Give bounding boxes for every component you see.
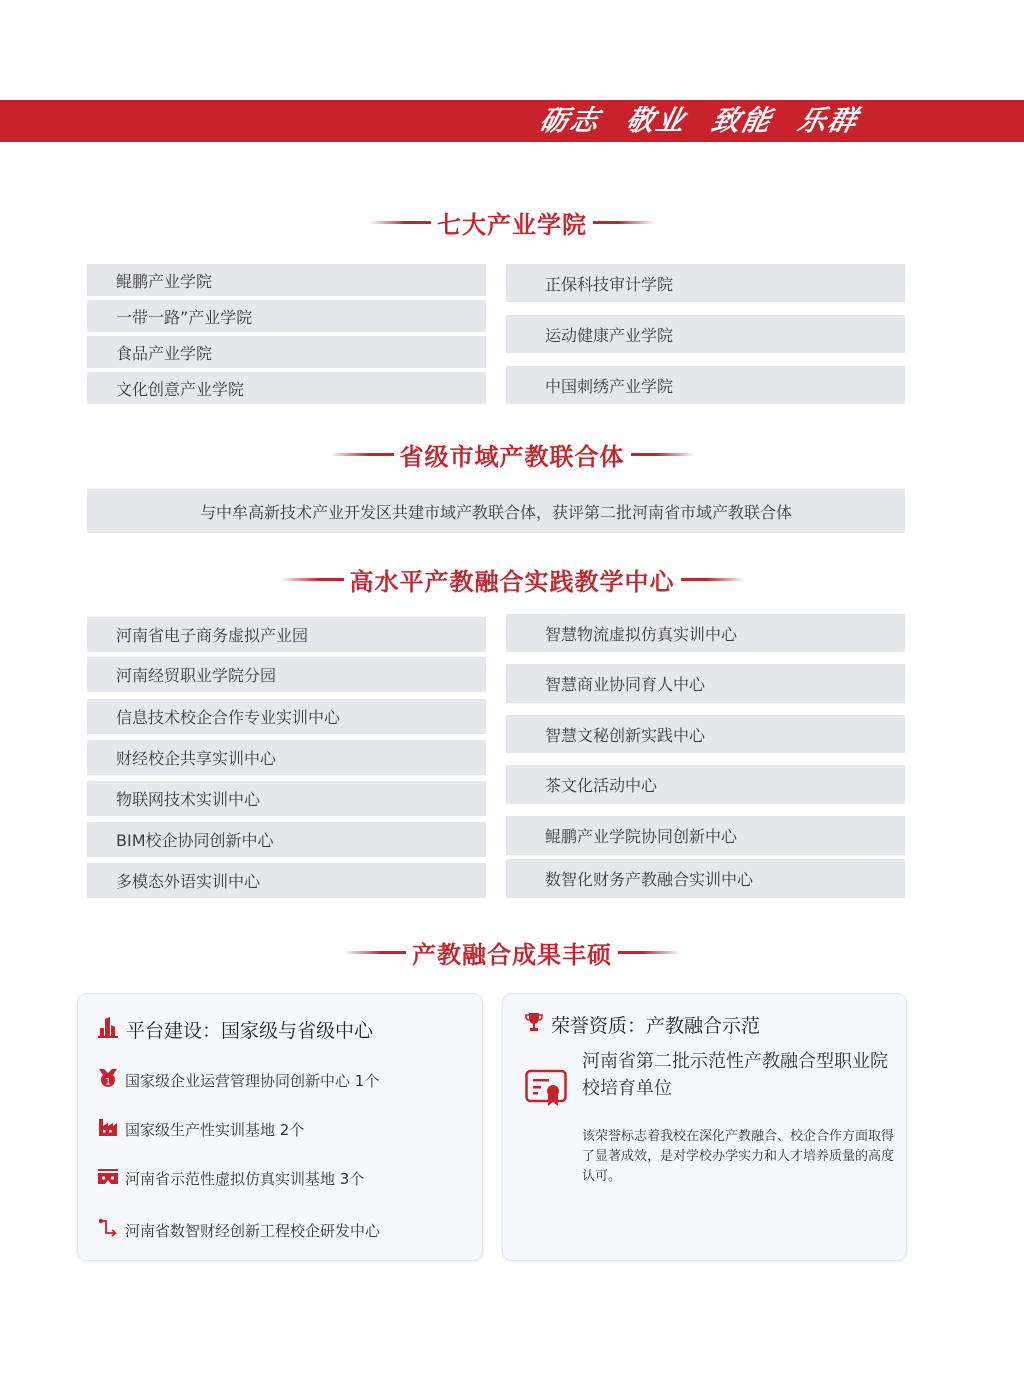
section-title-centers [0, 562, 1024, 597]
center-item [87, 822, 486, 857]
title-line-left [344, 951, 406, 954]
center-name: 智慧物流虚拟仿真实训中心 [545, 624, 738, 644]
title-line-right [631, 453, 695, 456]
vr-headset-icon [98, 1169, 118, 1189]
honor-card-title: 荣誉资质：产教融合示范 [551, 1015, 761, 1037]
center-name: 智慧商业协同育人中心 [545, 675, 706, 694]
banner-motto [536, 102, 888, 140]
factory-icon [98, 1118, 118, 1140]
center-item [506, 715, 905, 753]
title-line-left [280, 578, 344, 581]
center-name: 河南省电子商务虚拟产业园 [116, 626, 309, 645]
center-item [87, 781, 486, 816]
center-item [87, 657, 486, 692]
route-arrow-icon [98, 1218, 118, 1242]
consortium-box [87, 489, 905, 533]
trophy-icon [525, 1012, 543, 1037]
certificate-icon [525, 1068, 567, 1112]
honor-award-name: 河南省第二批示范性产教融合型职业院校培育单位 [582, 1051, 888, 1099]
title-line-right [681, 578, 745, 581]
motto-word: 敬业 [622, 104, 690, 137]
consortium-text: 与中牟高新技术产业开发区共建市域产教联合体，获评第二批河南省市域产教联合体 [199, 502, 792, 522]
center-name: 财经校企共享实训中心 [116, 749, 277, 768]
college-name: 鲲鹏产业学院 [116, 271, 213, 291]
motto-word: 砺志 [536, 104, 604, 137]
svg-text:1: 1 [105, 1077, 111, 1088]
top-banner [0, 100, 1024, 142]
title-line-right [593, 221, 655, 224]
college-name: 正保科技审计学院 [545, 274, 674, 294]
center-item [87, 863, 486, 898]
motto-word: 致能 [708, 104, 776, 137]
platform-item-text: 河南省示范性虚拟仿真实训基地 3个 [125, 1170, 365, 1188]
section-title-achievements [0, 935, 1024, 970]
motto-word: 乐群 [794, 104, 862, 137]
building-icon [98, 1016, 118, 1043]
college-item [87, 372, 486, 404]
platform-card-title: 平台建设：国家级与省级中心 [126, 1020, 374, 1042]
center-item [506, 765, 905, 804]
honor-card [502, 993, 907, 1261]
center-item [506, 614, 905, 652]
college-item [87, 336, 486, 368]
center-item [87, 617, 486, 652]
section-heading: 七大产业学院 [437, 211, 587, 239]
title-line-left [369, 221, 431, 224]
college-item [506, 315, 905, 353]
platform-item [98, 1168, 364, 1189]
college-item [506, 366, 905, 404]
platform-item [98, 1218, 380, 1242]
title-line-left [330, 453, 394, 456]
section-title-consortium [0, 437, 1024, 472]
center-name: BIM校企协同创新中心 [116, 831, 274, 850]
college-item [87, 264, 486, 296]
medal-icon [98, 1068, 118, 1092]
honor-description: 该荣誉标志着我校在深化产教融合、校企合作方面取得了显著成效，是对学校办学实力和人才培养质量的高度认可。 [582, 1129, 895, 1184]
center-name: 河南经贸职业学院分园 [116, 666, 277, 685]
section-heading: 省级市域产教联合体 [399, 443, 625, 471]
college-name: 中国刺绣产业学院 [545, 376, 674, 396]
platform-card-header [98, 1016, 373, 1043]
center-name: 数智化财务产教融合实训中心 [545, 870, 754, 889]
college-item [87, 300, 486, 332]
section-title-colleges [0, 205, 1024, 240]
platform-item-text: 国家级生产性实训基地 2个 [125, 1120, 305, 1139]
center-name: 智慧文秘创新实践中心 [545, 725, 706, 745]
college-name: 文化创意产业学院 [116, 379, 245, 399]
college-item [506, 264, 905, 302]
platform-item-text: 河南省数智财经创新工程校企研发中心 [125, 1221, 381, 1240]
center-item [506, 859, 905, 898]
center-item [506, 816, 905, 855]
center-name: 茶文化活动中心 [545, 776, 658, 795]
honor-card-header [525, 1011, 760, 1038]
platform-item [98, 1118, 304, 1140]
center-name: 鲲鹏产业学院协同创新中心 [545, 827, 738, 846]
center-item [506, 664, 905, 703]
section-heading: 高水平产教融合实践教学中心 [349, 568, 675, 596]
college-name: 一带一路”产业学院 [116, 307, 253, 327]
section-heading: 产教融合成果丰硕 [412, 941, 612, 969]
platform-item [98, 1068, 379, 1092]
platform-card [77, 993, 483, 1261]
center-name: 多模态外语实训中心 [116, 872, 261, 891]
title-line-right [618, 951, 680, 954]
center-name: 物联网技术实训中心 [116, 790, 261, 809]
college-name: 食品产业学院 [116, 343, 213, 363]
center-name: 信息技术校企合作专业实训中心 [116, 708, 341, 727]
center-item [87, 740, 486, 775]
platform-item-text: 国家级企业运营管理协同创新中心 1个 [125, 1071, 380, 1090]
center-item [87, 699, 486, 734]
college-name: 运动健康产业学院 [545, 325, 674, 345]
